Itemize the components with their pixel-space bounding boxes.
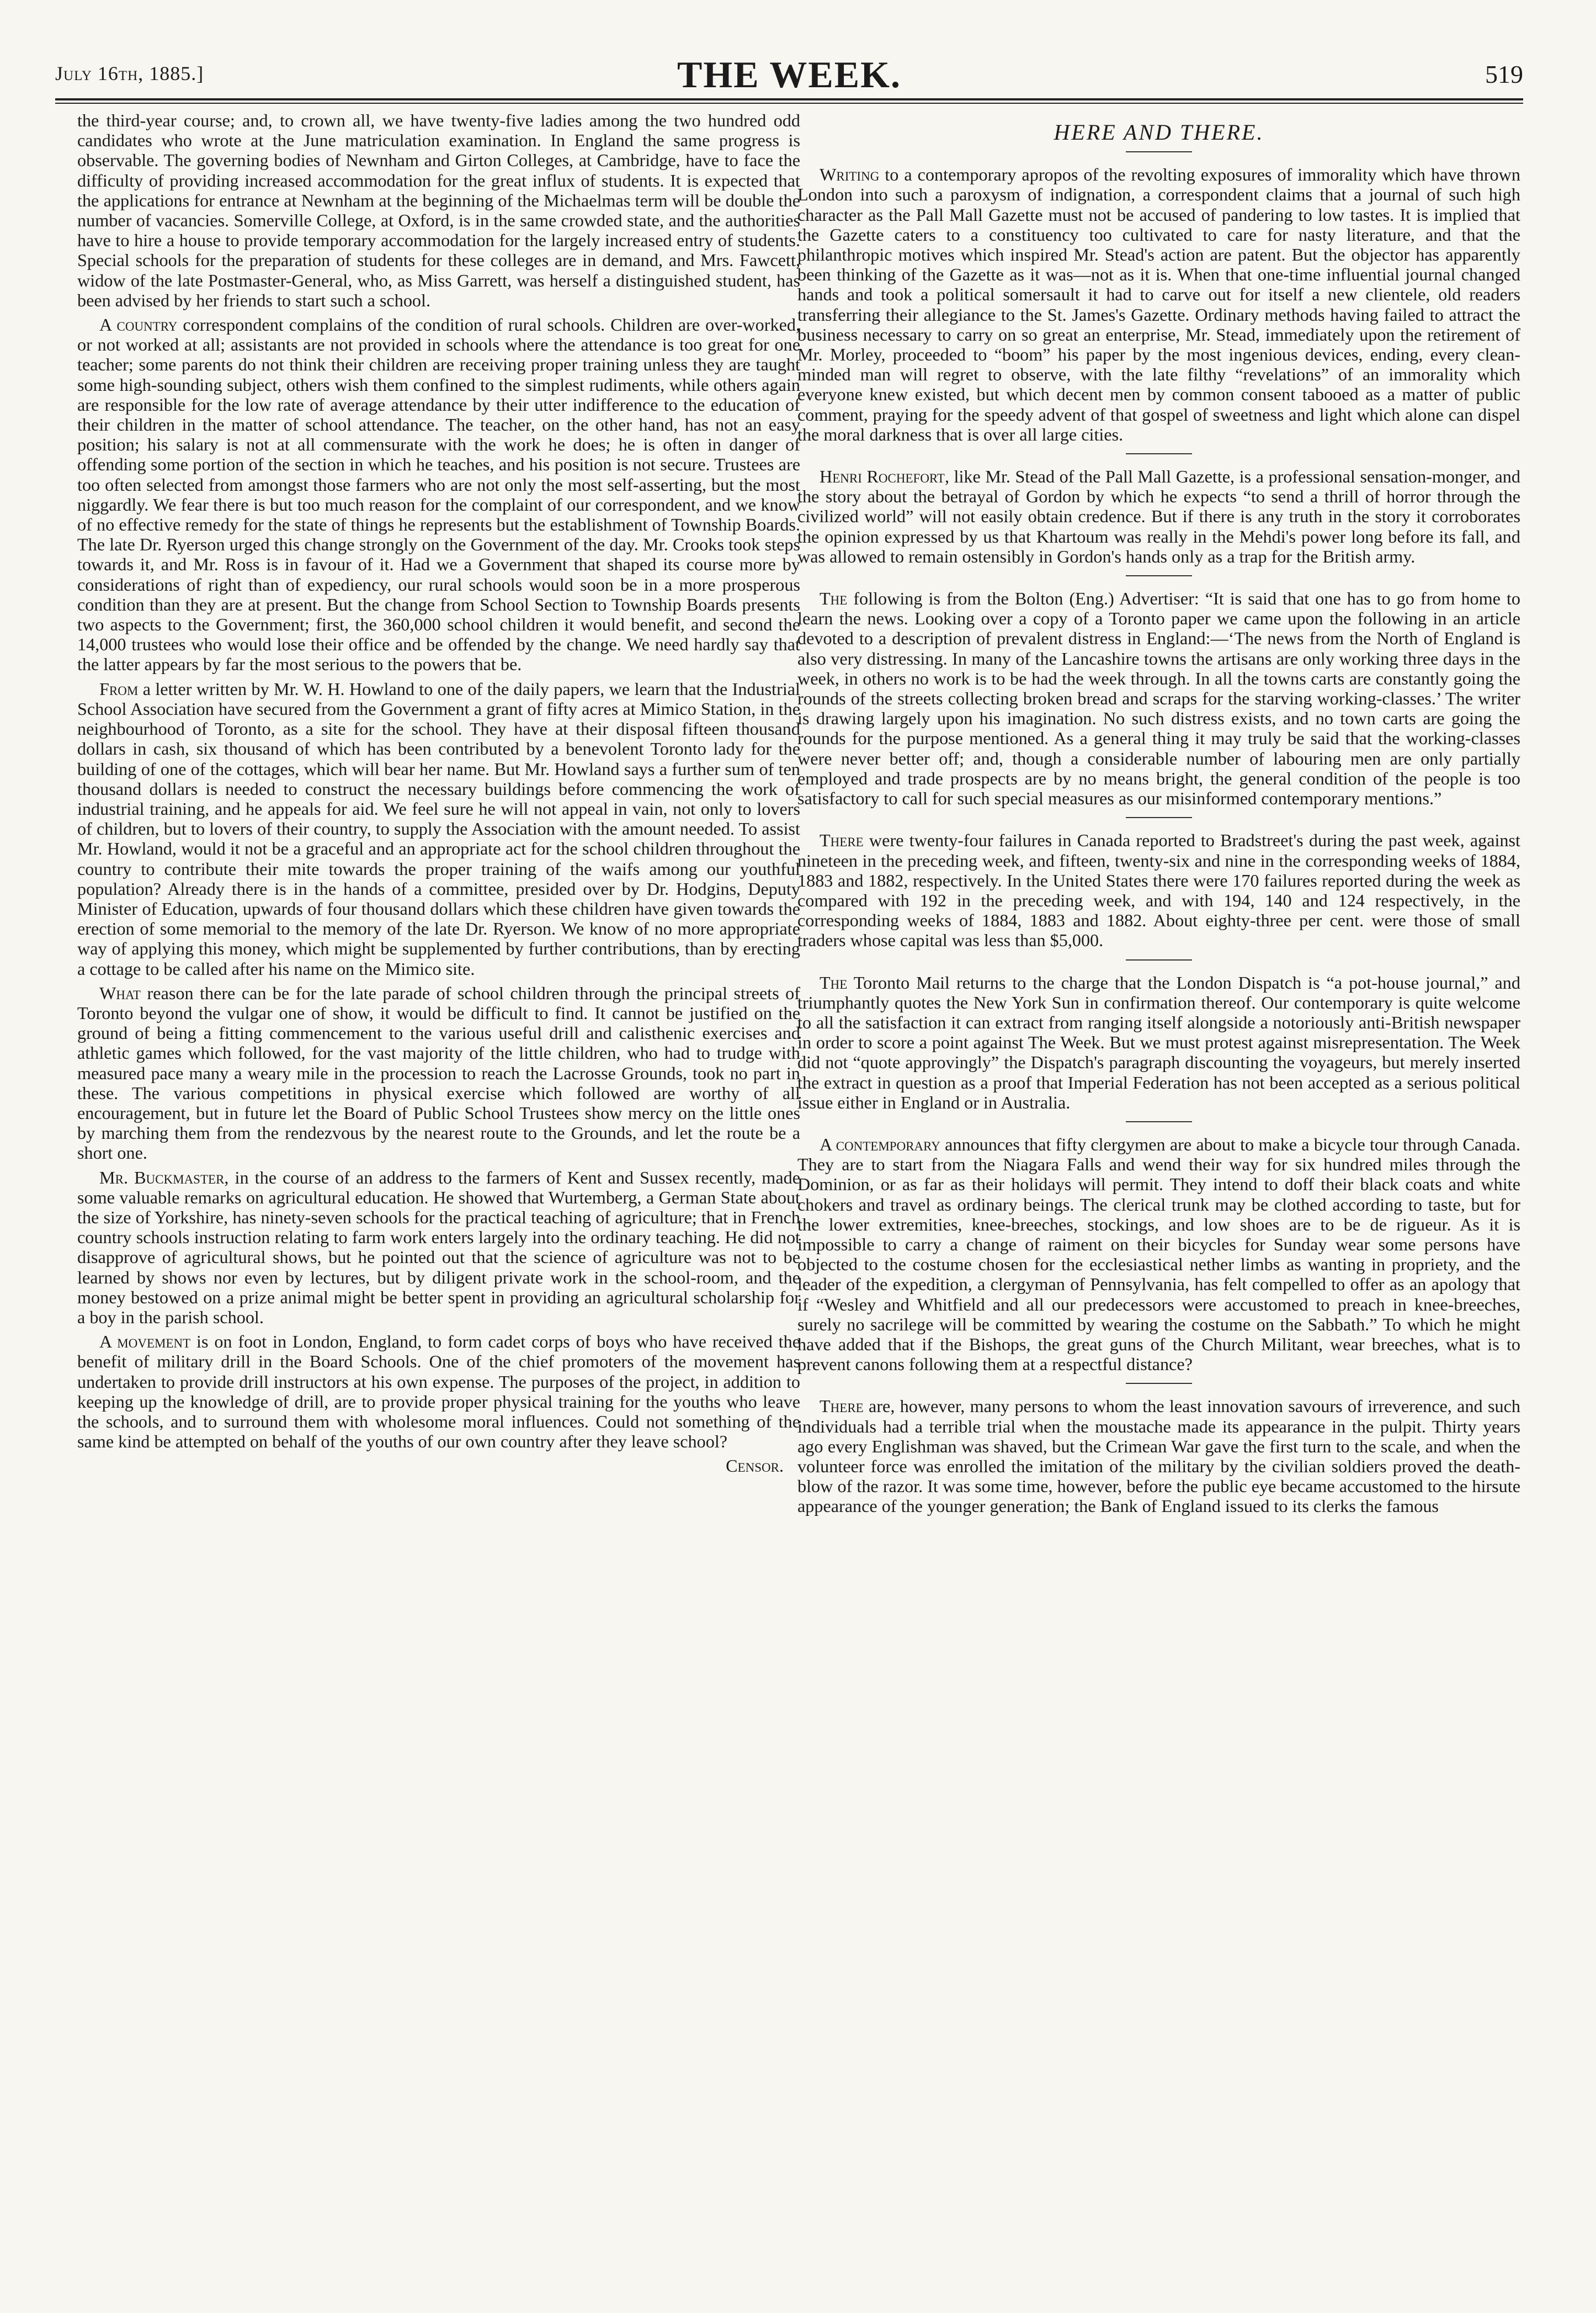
article-paragraph: Henri Rochefort, like Mr. Stead of the Pall Mall Gazette, is a professional sensation-monger, and the story about the betrayal of Gordon by which he expects “to send a thrill of horror through the civilized world” will not easily obtain credence. But if there is any truth in the story it corroborates the opinion expressed by us that Khartoum was really in the Mehdi's power long before its fall, and was allowed to remain ostensibly in Gordon's hands only as a trap for the British army. xyxy=(797,466,1520,566)
issue-date: July 16th, 1885.] xyxy=(55,62,204,84)
right-column xyxy=(797,110,1520,1521)
divider xyxy=(1126,453,1192,454)
article-paragraph: There were twenty-four failures in Canada reported to Bradstreet's during the past week, against nineteen in the preceding week, and fifteen, twenty-six and nine in the corresponding weeks of 1884, 1883 and 1882, respectively. In the United States there were 170 failures reported during the week as compared with 192 in the preceding week, and with 194, 140 and 124 respectively, in the corresponding weeks of 1884, 1883 and 1882. About eighty-three per cent. were those of small traders whose capital was less than $5,000. xyxy=(797,830,1520,951)
article-paragraph: A contemporary announces that fifty clergymen are about to make a bicycle tour through Canada. They are to start from the Niagara Falls and wend their way for six hundred miles through the Dominion, or as far as their holidays will permit. They intend to doff their black coats and white chokers and travel as ordinary beings. The clerical trunk may be clothed according to taste, but for the lower extremities, knee-breeches, stockings, and low shoes are to be de rigueur. As it is impossible to carry a change of raiment on their bicycles for Sunday wear some persons have objected to the costume chosen for the ecclesiastical nether limbs as wanting in propriety, and the leader of the expedition, a clergyman of Pennsylvania, has felt compelled to offer as an apology that if “Wesley and Whitfield and all our predecessors were accustomed to preach in knee-breeches, surely no sacrilege will be committed by wearing the costume on the Sabbath.” To which he might have added that if the Bishops, the great guns of the Church Militant, wear breeches, what is to prevent canons following them at a respectful distance? xyxy=(797,1134,1520,1375)
divider xyxy=(1126,817,1192,818)
article-paragraph: The Toronto Mail returns to the charge that the London Dispatch is “a pot-house journal,” and triumphantly quotes the New York Sun in confirmation thereof. Our contemporary is quite welcome to all the satisfaction it can extract from ranging itself alongside a notoriously anti-British newspaper in order to score a point against The Week. But we must protest against misrepresentation. The Week did not “quote approvingly” the Dispatch's paragraph discounting the voyageurs, but merely inserted the extract in question as a proof that Imperial Federation has not been accepted as a serious political issue either in England or in Australia. xyxy=(797,972,1520,1112)
divider xyxy=(1126,151,1192,152)
article-paragraph: There are, however, many persons to whom the least innovation savours of irreverence, and such individuals had a terrible trial when the moustache made its appearance in the pulpit. Thirty years ago every Englishman was shaved, but the Crimean War gave the first turn to the scale, and when the volunteer force was enrolled the imitation of the military by the civilian soldiers proved the death-blow of the razor. It was some time, however, before the public eye became accustomed to the hirsute appearance of the younger generation; the Bank of England issued to its clerks the famous xyxy=(797,1396,1520,1516)
article-paragraph: From a letter written by Mr. W. H. Howland to one of the daily papers, we learn that the Industrial School Association have secured from the Government a grant of fifty acres at Mimico Station, in the neighbourhood of Toronto, as a site for the school. They have at their disposal fifteen thousand dollars in cash, six thousand of which has been contributed by a benevolent Toronto lady for the building of one of the cottages, which will bear her name. But Mr. Howland says a further sum of ten thousand dollars is needed to construct the necessary buildings before commencing the work of industrial training, and he appeals for aid. We feel sure he will not appeal in vain, not only to lovers of children, but to lovers of their country, to supply the Association with the amount needed. To assist Mr. Howland, would it not be a graceful and an appropriate act for the school children throughout the country to contribute their mite towards the proper training of the waifs among our youthful population? Already there is in the hands of a committee, presided over by Dr. Hodgins, Deputy Minister of Education, upwards of four thousand dollars which these children have given towards the erection of some memorial to the memory of the late Dr. Ryerson. We know of no more appropriate way of applying this money, which might be supplemented by further contributions, than by erecting a cottage to be called after his name on the Mimico site. xyxy=(77,678,800,979)
author-signature: Censor. xyxy=(726,1456,784,1476)
article-paragraph: Writing to a contemporary apropos of the revolting exposures of immorality which have thrown London into such a paroxysm of indignation, a correspondent claims that a journal of such high character as the Pall Mall Gazette must not be accused of pandering to low tastes. It is implied that the Gazette caters to a constituency too cultivated to care for nasty literature, and that the philanthropic motives which inspired Mr. Stead's action are patent. But the objector has apparently been thinking of the Gazette as it was—not as it is. When that one-time influential journal changed hands and took a political somersault it had to carve out for itself a new clientele, old readers transferring their allegiance to the St. James's Gazette. Ordinary methods having failed to attract the business necessary to carry on so great an enterprise, Mr. Stead, immediately upon the retirement of Mr. Morley, proceeded to “boom” his paper by the most ingenious devices, ending, every clean-minded man will regret to observe, with the late filthy “revelations” of an immorality which everyone knew existed, but which decent men by common consent tabooed as a matter of public comment, praying for the speedy advent of that gospel of sweetness and light which alone can dispel the moral darkness that is over all large cities. xyxy=(797,165,1520,444)
page-number: 519 xyxy=(1485,60,1523,88)
left-column xyxy=(77,110,800,1476)
article-paragraph: What reason there can be for the late parade of school children through the principal streets of Toronto beyond the vulgar one of show, it would be difficult to find. It cannot be justified on the ground of being a fitting commencement to the various useful drill and calisthenic exercises and athletic games which followed, for the vast majority of the little children, who had to trudge with measured pace many a weary mile in the procession to reach the Lacrosse Grounds, took no part in these. The various competitions in physical exercise which followed are worthy of all encouragement, but in future let the Board of Public School Trustees show mercy on the little ones by marching them from the rendezvous by the nearest route to the Grounds, and let the route be a short one. xyxy=(77,983,800,1163)
article-paragraph: Mr. Buckmaster, in the course of an address to the farmers of Kent and Sussex recently, made some valuable remarks on agricultural education. He showed that Wurtemberg, a German State about the size of Yorkshire, has ninety-seven schools for the practical teaching of agriculture; that in French country schools instruction relating to farm work enters largely into the ordinary teaching. He did not disapprove of agricultural shows, but he pointed out that the science of agriculture was not to be learned by shows nor even by lectures, but by diligent private work in the school-room, and the money bestowed on a prize animal might be better spent in providing an agricultural scholarship for a boy in the parish school. xyxy=(77,1167,800,1327)
header-rule xyxy=(55,98,1523,104)
divider xyxy=(1126,575,1192,576)
divider xyxy=(1126,1383,1192,1384)
divider xyxy=(1126,1121,1192,1122)
article-paragraph: the third-year course; and, to crown all, we have twenty-five ladies among the two hundred odd candidates who wrote at the June matriculation examination. In England the same progress is observable. The governing bodies of Newnham and Girton Colleges, at Cambridge, have to face the difficulty of providing increased accommodation for the great influx of students. It is expected that the applications for entrance at Newnham at the beginning of the Michaelmas term will be double the number of vacancies. Somerville College, at Oxford, is in the same crowded state, and the authorities have to hire a house to provide temporary accommodation for the largely increased entry of students. Special schools for the preparation of students for these colleges are in demand, and Mrs. Fawcett, widow of the late Postmaster-General, who, as Miss Garrett, was herself a distinguished student, has been advised by her friends to start such a school. xyxy=(77,110,800,310)
article-paragraph: A movement is on foot in London, England, to form cadet corps of boys who have received the benefit of military drill in the Board Schools. One of the chief promoters of the movement has undertaken to provide drill instructors at his own expense. The purposes of the project, in addition to keeping up the knowledge of drill, are to provide proper physical training for the youths who leave the schools, and to surround them with wholesome moral influences. Could not something of the same kind be attempted on behalf of the youths of our own country after they leave school? xyxy=(77,1331,800,1452)
page-header xyxy=(55,53,1523,103)
divider xyxy=(1126,959,1192,961)
section-title: HERE AND THERE. xyxy=(1054,120,1264,145)
article-paragraph: The following is from the Bolton (Eng.) Advertiser: “It is said that one has to go from home to learn the news. Looking over a copy of a Toronto paper we came upon the following in an article devoted to a description of prevalent distress in England:—‘The news from the North of England is also very distressing. In many of the Lancashire towns the artisans are only working three days in the week, in others no work is to be had the week through. In all the towns carts are constantly going the rounds of the streets collecting broken bread and scraps for the starving working-classes.’ The writer is drawing largely upon his imagination. No such distress exists, and no town carts are going the rounds for the purpose mentioned. As a general thing it may truly be said that the working-classes were never better off; and, though a considerable number of labouring men are only partially employed and trade prospects are by no means bright, the general condition of the people is too satisfactory to call for such special measures as our misinformed contemporary mentions.” xyxy=(797,588,1520,809)
journal-title: THE WEEK. xyxy=(677,54,901,96)
article-paragraph: A country correspondent complains of the condition of rural schools. Children are over-worked, or not worked at all; assistants are not provided in schools where the attendance is too great for one teacher; some parents do not think their children are receiving proper training unless they are taught some high-sounding subject, others wish them confined to the simplest rudiments, while others again are responsible for the low rate of average attendance by their utter indifference to the education of their children in the matter of school attendance. The teacher, on the other hand, has not an easy position; his salary is not at all commensurate with the work he does; he is often in danger of offending some portion of the section in which he teaches, and his position is not secure. Trustees are too often selected from amongst those farmers who are not only the most self-asserting, but the most niggardly. We fear there is but too much reason for the complaint of our correspondent, and we know of no effective remedy for the state of things he represents but the establishment of Township Boards. The late Dr. Ryerson urged this change strongly on the Government of the day. Mr. Crooks took steps towards it, and Mr. Ross is in favour of it. Had we a Government that shaped its course more by considerations of right than of expediency, our rural schools would soon be in a more prosperous condition than they are at present. But the change from School Section to Township Boards presents two aspects to the Government; first, the 360,000 school children it would benefit, and second the 14,000 trustees who would lose their office and be offended by the change. We need hardly say that the latter appears by far the most serious to the powers that be. xyxy=(77,315,800,675)
